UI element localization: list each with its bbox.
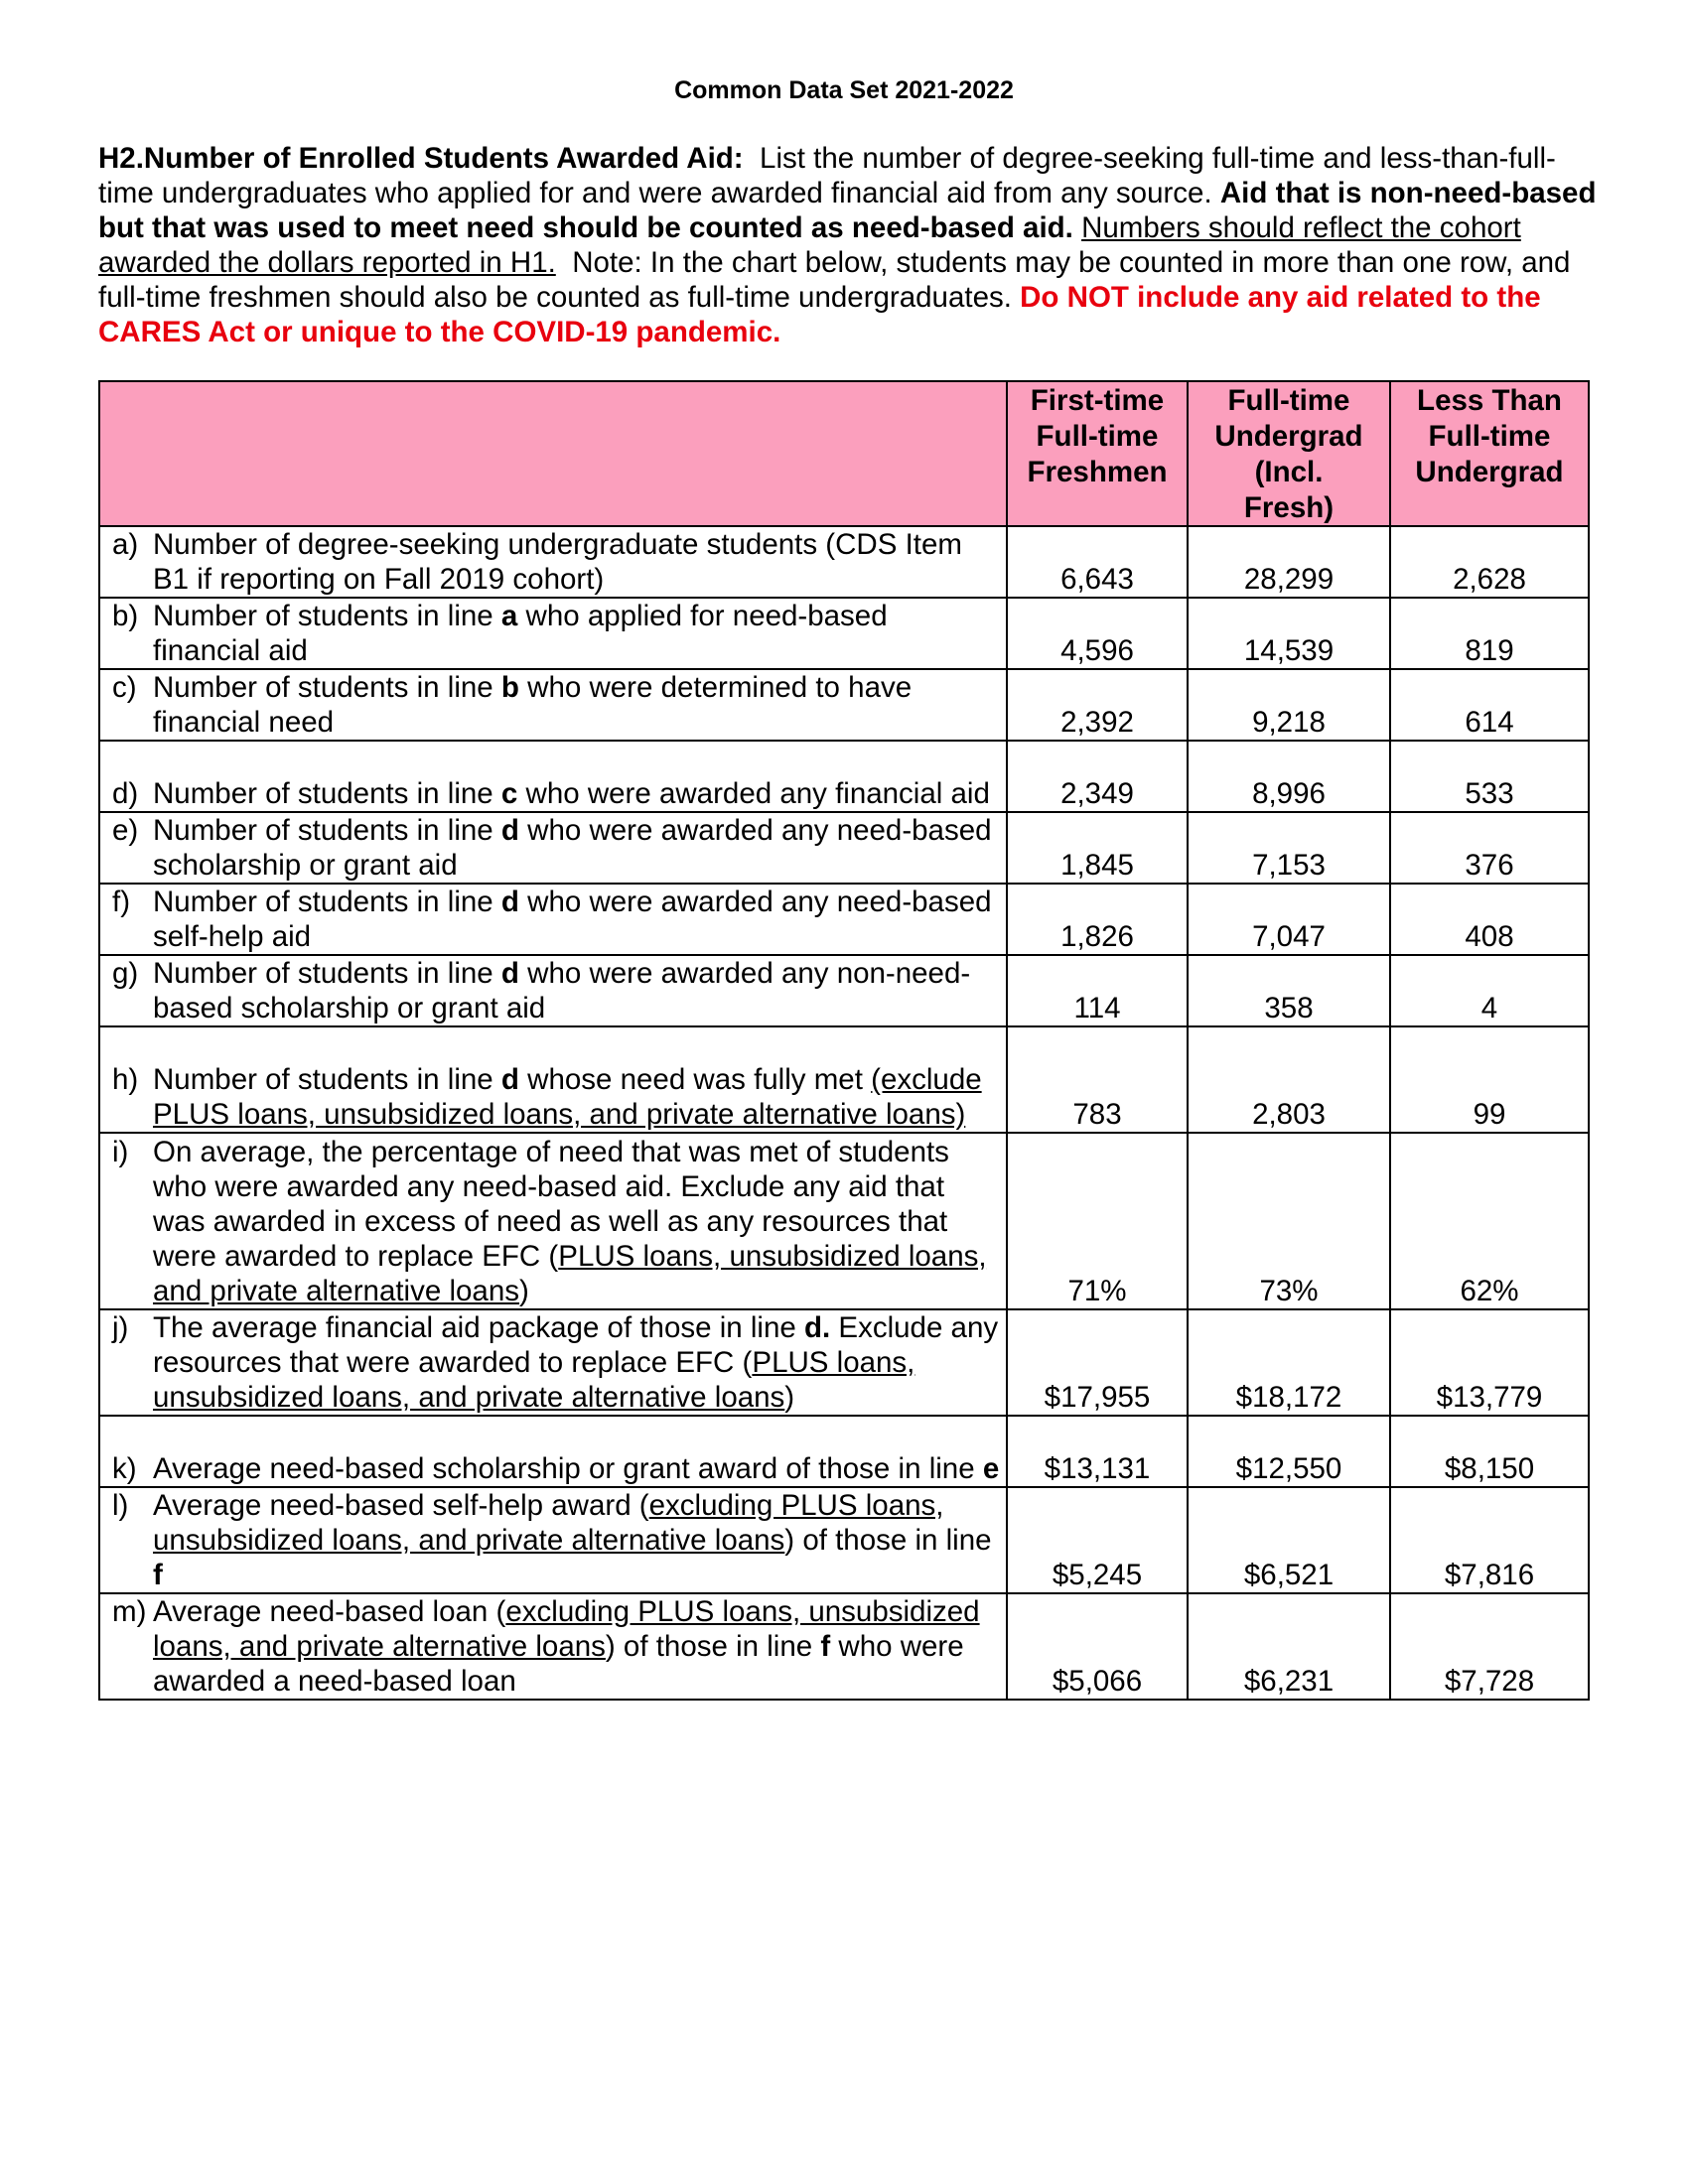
table-row bbox=[99, 1026, 1589, 1133]
section-label: H2. bbox=[98, 142, 144, 175]
row-letter: h) bbox=[112, 1063, 139, 1096]
row-description: The average financial aid package of those in line d. Exclude any resources that were awarded to replace EFC (PLUS loans, unsubsidized loans, and private alternative loans) bbox=[153, 1311, 999, 1414]
column-header-full-time-undergrad: Full-time Undergrad (Incl. Fresh) bbox=[1188, 381, 1390, 526]
table-row bbox=[99, 741, 1589, 812]
row-letter: k) bbox=[112, 1452, 137, 1485]
cell-less-than-full-time: 4 bbox=[1390, 955, 1589, 1026]
intro-underlined-text: Numbers should reflect the cohort awarded the dollars reported in H1. bbox=[98, 211, 1521, 279]
aid-table bbox=[98, 380, 1590, 1701]
column-header-less-than-full-time: Less Than Full-time Undergrad bbox=[1390, 381, 1589, 526]
row-letter: j) bbox=[112, 1311, 129, 1344]
cell-first-time-freshmen: 783 bbox=[1007, 1026, 1188, 1133]
row-description: Number of students in line c who were awarded any financial aid bbox=[153, 777, 990, 810]
cell-full-time-undergrad: 73% bbox=[1188, 1133, 1390, 1309]
table-row bbox=[99, 1133, 1589, 1309]
cell-first-time-freshmen: 1,826 bbox=[1007, 884, 1188, 955]
row-letter: i) bbox=[112, 1136, 129, 1168]
row-description: Number of degree-seeking undergraduate students (CDS Item B1 if reporting on Fall 2019 cohort) bbox=[153, 528, 962, 596]
cell-full-time-undergrad: $6,521 bbox=[1188, 1487, 1390, 1593]
cell-less-than-full-time: $8,150 bbox=[1390, 1416, 1589, 1487]
cell-less-than-full-time: $13,779 bbox=[1390, 1309, 1589, 1416]
cell-full-time-undergrad: 9,218 bbox=[1188, 669, 1390, 741]
section-h2-intro bbox=[98, 141, 1598, 349]
row-letter: d) bbox=[112, 777, 139, 810]
page-title: Common Data Set 2021-2022 bbox=[674, 76, 1014, 104]
cell-first-time-freshmen: 71% bbox=[1007, 1133, 1188, 1309]
table-row bbox=[99, 598, 1589, 669]
cell-full-time-undergrad: 7,047 bbox=[1188, 884, 1390, 955]
intro-bold-text: Aid that is non-need-based but that was used to meet need should be counted as need-based aid. bbox=[98, 177, 1597, 244]
row-description: Number of students in line d who were awarded any need-based self-help aid bbox=[153, 886, 992, 953]
cell-first-time-freshmen: 114 bbox=[1007, 955, 1188, 1026]
table-row bbox=[99, 1309, 1589, 1416]
table-row bbox=[99, 812, 1589, 884]
cell-less-than-full-time: 614 bbox=[1390, 669, 1589, 741]
row-letter: c) bbox=[112, 671, 137, 704]
cell-first-time-freshmen: 4,596 bbox=[1007, 598, 1188, 669]
cell-less-than-full-time: 62% bbox=[1390, 1133, 1589, 1309]
cell-first-time-freshmen: 2,349 bbox=[1007, 741, 1188, 812]
table-row bbox=[99, 526, 1589, 598]
cell-less-than-full-time: $7,728 bbox=[1390, 1593, 1589, 1700]
table-row bbox=[99, 1487, 1589, 1593]
row-description: Number of students in line b who were determined to have financial need bbox=[153, 671, 913, 739]
cell-less-than-full-time: 819 bbox=[1390, 598, 1589, 669]
row-letter: f) bbox=[112, 886, 131, 918]
cell-full-time-undergrad: 7,153 bbox=[1188, 812, 1390, 884]
cell-full-time-undergrad: 2,803 bbox=[1188, 1026, 1390, 1133]
cell-less-than-full-time: 376 bbox=[1390, 812, 1589, 884]
table-header-row bbox=[99, 381, 1589, 526]
row-letter: b) bbox=[112, 600, 139, 632]
intro-note: Note: In the chart below, students may be counted in more than one row, and full-time freshmen should also be counted as full-time undergraduates. bbox=[98, 246, 1571, 314]
row-description: Average need-based self-help award (excluding PLUS loans, unsubsidized loans, and private alternative loans) of those in line f bbox=[153, 1489, 992, 1591]
header-blank-cell bbox=[99, 381, 1007, 526]
cell-full-time-undergrad: 28,299 bbox=[1188, 526, 1390, 598]
row-letter: a) bbox=[112, 528, 139, 561]
cell-first-time-freshmen: 6,643 bbox=[1007, 526, 1188, 598]
row-description: Number of students in line a who applied for need-based financial aid bbox=[153, 600, 888, 667]
column-header-first-time-freshmen: First-time Full-time Freshmen bbox=[1007, 381, 1188, 526]
row-letter: g) bbox=[112, 957, 139, 990]
table-row bbox=[99, 1416, 1589, 1487]
cell-less-than-full-time: 2,628 bbox=[1390, 526, 1589, 598]
cell-full-time-undergrad: 14,539 bbox=[1188, 598, 1390, 669]
table-row bbox=[99, 884, 1589, 955]
cell-full-time-undergrad: $12,550 bbox=[1188, 1416, 1390, 1487]
cell-first-time-freshmen: $5,066 bbox=[1007, 1593, 1188, 1700]
row-letter: l) bbox=[112, 1489, 129, 1522]
row-description: Average need-based loan (excluding PLUS loans, unsubsidized loans, and private alternative loans) of those in line f who were awarded a need-based loan bbox=[153, 1595, 980, 1698]
cell-less-than-full-time: 99 bbox=[1390, 1026, 1589, 1133]
table-row bbox=[99, 955, 1589, 1026]
cell-first-time-freshmen: 2,392 bbox=[1007, 669, 1188, 741]
cell-less-than-full-time: $7,816 bbox=[1390, 1487, 1589, 1593]
row-description: Number of students in line d who were awarded any non-need-based scholarship or grant aid bbox=[153, 957, 971, 1024]
table-row bbox=[99, 1593, 1589, 1700]
cell-first-time-freshmen: $17,955 bbox=[1007, 1309, 1188, 1416]
row-description: Number of students in line d who were awarded any need-based scholarship or grant aid bbox=[153, 814, 992, 882]
cell-full-time-undergrad: 358 bbox=[1188, 955, 1390, 1026]
section-heading: Number of Enrolled Students Awarded Aid: bbox=[143, 142, 744, 175]
row-letter: m) bbox=[112, 1595, 147, 1628]
cell-first-time-freshmen: $13,131 bbox=[1007, 1416, 1188, 1487]
cell-first-time-freshmen: 1,845 bbox=[1007, 812, 1188, 884]
table-row bbox=[99, 669, 1589, 741]
intro-text: List the number of degree-seeking full-time and less-than-full-time undergraduates who applied for and were awarded financial aid from any source. bbox=[98, 142, 1556, 209]
row-description: Number of students in line d whose need was fully met (exclude PLUS loans, unsubsidized loans, and private alternative loans) bbox=[153, 1063, 982, 1131]
cell-less-than-full-time: 408 bbox=[1390, 884, 1589, 955]
row-description: Average need-based scholarship or grant award of those in line e bbox=[153, 1452, 1000, 1485]
cell-full-time-undergrad: 8,996 bbox=[1188, 741, 1390, 812]
intro-warning: Do NOT include any aid related to the CARES Act or unique to the COVID-19 pandemic. bbox=[98, 281, 1541, 348]
cell-full-time-undergrad: $18,172 bbox=[1188, 1309, 1390, 1416]
row-description: On average, the percentage of need that was met of students who were awarded any need-based aid. Exclude any aid that was awarded in excess of need as well as any resources that were awarded to replace EFC (PLUS loans, unsubsidized loans, and private alternative loans) bbox=[153, 1136, 987, 1307]
cell-full-time-undergrad: $6,231 bbox=[1188, 1593, 1390, 1700]
cell-less-than-full-time: 533 bbox=[1390, 741, 1589, 812]
row-letter: e) bbox=[112, 814, 139, 847]
cell-first-time-freshmen: $5,245 bbox=[1007, 1487, 1188, 1593]
